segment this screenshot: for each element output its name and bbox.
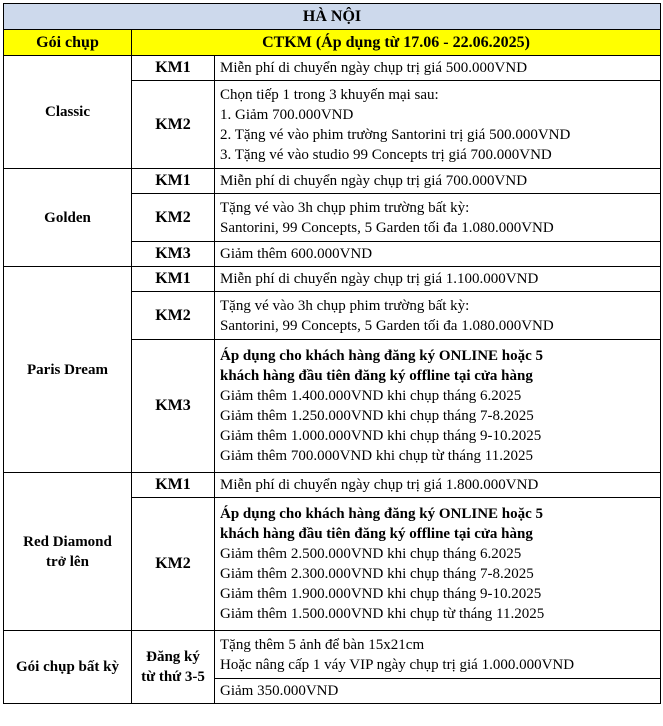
promo-line: Giảm thêm 2.500.000VND khi chụp tháng 6.2025 bbox=[220, 546, 522, 562]
promo-description bbox=[215, 56, 661, 81]
promo-line: Tặng vé vào 3h chụp phim trường bất kỳ: bbox=[220, 297, 470, 314]
promo-line: 2. Tặng vé vào phim trường Santorini trị giá 500.000VND bbox=[220, 126, 571, 143]
promo-code: KM1 bbox=[132, 56, 215, 81]
promo-line: Hoặc nâng cấp 1 váy VIP ngày chụp trị giá 1.000.000VND bbox=[220, 656, 575, 673]
promo-line: Giảm thêm 600.000VND bbox=[220, 246, 373, 262]
city-title: HÀ NỘI bbox=[4, 4, 661, 30]
promo-line: 3. Tặng vé vào studio 99 Concepts trị giá 700.000VND bbox=[220, 146, 552, 163]
promo-line: Santorini, 99 Concepts, 5 Garden tối đa 1.080.000VND bbox=[220, 317, 554, 334]
promo-code: KM2 bbox=[132, 81, 215, 169]
promo-code-line: Đăng ký bbox=[146, 649, 200, 665]
promo-line: Miễn phí di chuyển ngày chụp trị giá 700.000VND bbox=[220, 173, 528, 189]
promo-line: Giảm thêm 1.400.000VND khi chụp tháng 6.2025 bbox=[220, 388, 522, 404]
promo-line: Giảm thêm 700.000VND khi chụp từ tháng 11.2025 bbox=[220, 448, 533, 464]
promo-code: KM3 bbox=[132, 340, 215, 473]
promo-description bbox=[215, 679, 661, 704]
promo-description bbox=[215, 631, 661, 679]
promo-condition: Áp dụng cho khách hàng đăng ký ONLINE hoặc 5 bbox=[220, 348, 544, 364]
promo-column-header: CTKM (Áp dụng từ 17.06 - 22.06.2025) bbox=[132, 30, 661, 56]
promo-condition: khách hàng đầu tiên đăng ký offline tại cửa hàng bbox=[220, 368, 533, 384]
promo-code: KM1 bbox=[132, 473, 215, 498]
promo-code-line: từ thứ 3-5 bbox=[141, 669, 205, 685]
promo-code: KM1 bbox=[132, 267, 215, 292]
promo-line: Giảm thêm 1.500.000VND khi chụp từ tháng 11.2025 bbox=[220, 606, 545, 622]
promo-line: Giảm thêm 2.300.000VND khi chụp tháng 7-8.2025 bbox=[220, 566, 534, 582]
promo-code: KM1 bbox=[132, 169, 215, 194]
package-name-line: Red Diamond bbox=[23, 533, 112, 550]
promo-description bbox=[215, 267, 661, 292]
package-column-header: Gói chụp bbox=[4, 30, 132, 56]
promo-line: Giảm 350.000VND bbox=[220, 683, 339, 699]
promo-line: 1. Giảm 700.000VND bbox=[220, 106, 354, 123]
promo-description bbox=[215, 340, 661, 473]
promo-description bbox=[215, 498, 661, 631]
promo-condition: Áp dụng cho khách hàng đăng ký ONLINE hoặc 5 bbox=[220, 506, 544, 522]
promo-line: Tặng thêm 5 ảnh để bàn 15x21cm bbox=[220, 636, 425, 653]
promo-line: Giảm thêm 1.250.000VND khi chụp tháng 7-8.2025 bbox=[220, 408, 534, 424]
promo-description bbox=[215, 81, 661, 169]
package-golden: Golden bbox=[4, 169, 132, 267]
promo-condition: khách hàng đầu tiên đăng ký offline tại cửa hàng bbox=[220, 526, 533, 542]
promo-description bbox=[215, 194, 661, 242]
package-name-line: trở lên bbox=[46, 553, 89, 570]
promo-line: Chọn tiếp 1 trong 3 khuyến mại sau: bbox=[220, 86, 439, 103]
promo-line: Giảm thêm 1.000.000VND khi chụp tháng 9-10.2025 bbox=[220, 428, 542, 444]
promo-code: KM2 bbox=[132, 498, 215, 631]
promo-description bbox=[215, 292, 661, 340]
promo-description bbox=[215, 473, 661, 498]
promo-code: KM2 bbox=[132, 292, 215, 340]
promo-line: Tặng vé vào 3h chụp phim trường bất kỳ: bbox=[220, 199, 470, 216]
package-red-diamond bbox=[4, 473, 132, 631]
promo-code-weekday bbox=[132, 631, 215, 704]
promo-code: KM3 bbox=[132, 242, 215, 267]
promo-line: Miễn phí di chuyển ngày chụp trị giá 1.100.000VND bbox=[220, 271, 539, 287]
promo-code: KM2 bbox=[132, 194, 215, 242]
package-classic: Classic bbox=[4, 56, 132, 169]
promo-description bbox=[215, 169, 661, 194]
promo-description bbox=[215, 242, 661, 267]
promo-line: Miễn phí di chuyển ngày chụp trị giá 500.000VND bbox=[220, 60, 528, 76]
promo-line: Santorini, 99 Concepts, 5 Garden tối đa 1.080.000VND bbox=[220, 219, 554, 236]
package-any: Gói chụp bất kỳ bbox=[4, 631, 132, 704]
package-paris-dream: Paris Dream bbox=[4, 267, 132, 473]
promo-line: Miễn phí di chuyển ngày chụp trị giá 1.800.000VND bbox=[220, 477, 539, 493]
promo-line: Giảm thêm 1.900.000VND khi chụp tháng 9-10.2025 bbox=[220, 586, 542, 602]
promo-table bbox=[3, 3, 661, 704]
